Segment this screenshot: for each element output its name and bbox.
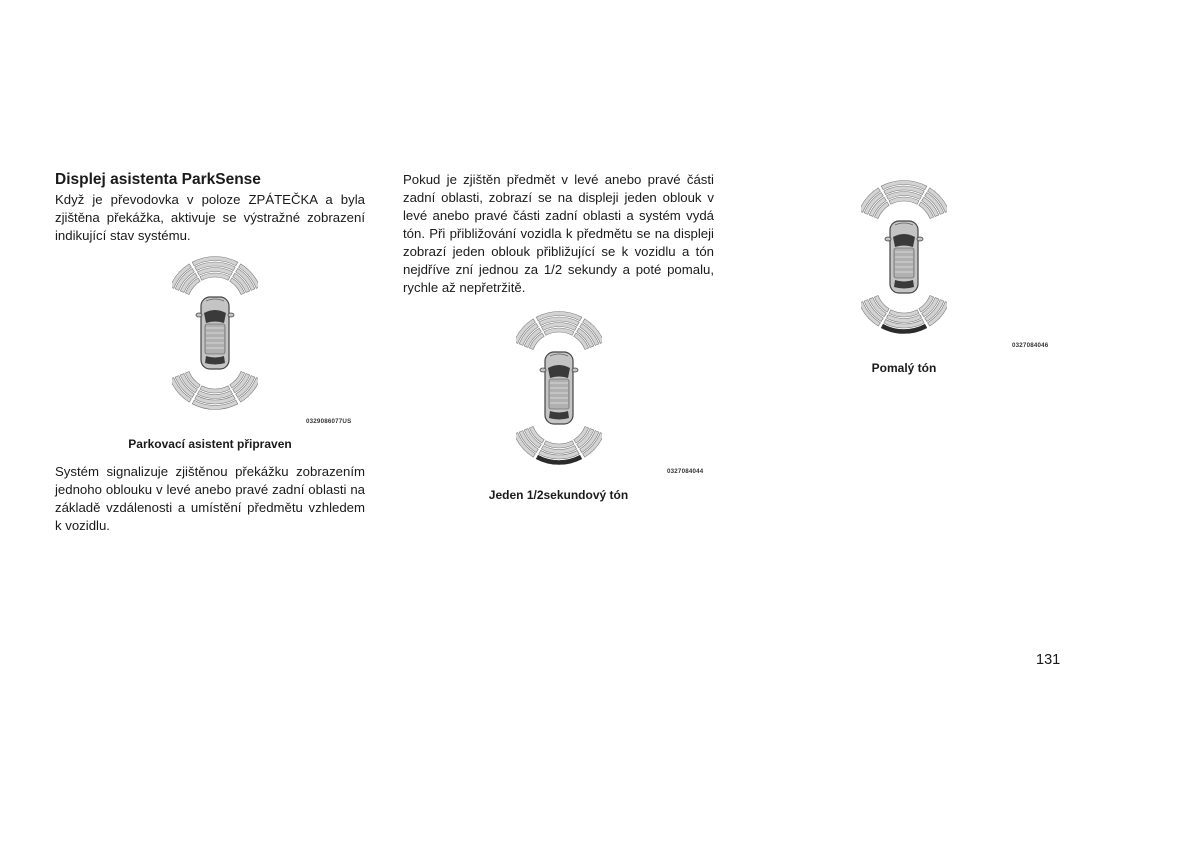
intro-paragraph: Když je převodovka v poloze ZPÁTEČKA a byla zjištěna překážka, aktivuje se výstražné zobrazení indikující stav systému.	[55, 192, 365, 243]
car-windshield	[893, 234, 915, 247]
car-mirror	[196, 313, 202, 317]
column1-paragraph-2: Systém signalizuje zjištěnou překážku zobrazením jednoho oblouku v levé anebo pravé zadní oblasti na základě vzdálenosti a umístění předmětu vzhledem k vozidlu.	[55, 464, 365, 533]
rear-sensor-arc	[889, 310, 919, 317]
parksense-figure-slow-tone	[861, 179, 947, 339]
front-sensor-arc	[200, 273, 230, 280]
car-mirror	[228, 313, 234, 317]
parksense-figure-ready	[172, 255, 258, 415]
car-mirror	[540, 368, 546, 372]
car-windshield	[204, 310, 226, 323]
figure-code: 0329086077US	[306, 418, 352, 425]
parksense-display-image	[516, 310, 602, 470]
front-sensor-arc	[889, 197, 919, 204]
section-heading: Displej asistenta ParkSense	[55, 171, 261, 188]
figure-caption: Jeden 1/2sekundový tón	[488, 488, 629, 502]
parksense-figure-half-second	[516, 310, 602, 470]
car-mirror	[572, 368, 578, 372]
figure-code: 0327084046	[1012, 342, 1049, 349]
column2-paragraph: Pokud je zjištěn předmět v levé anebo pravé části zadní oblasti, zobrazí se na displeji jeden oblouk v levé anebo pravé části zadní oblasti a systém vydá tón. Při přibližování vozidla k předmětu se na displeji zobrazí jeden oblouk přibližující se k vozidlu a tón nejdříve zní jednou za 1/2 sekundy a poté pomalu, rychle až nepřetržitě.	[403, 172, 714, 295]
car-mirror	[917, 237, 923, 241]
rear-sensor-arc	[200, 386, 230, 393]
figure-caption: Pomalý tón	[871, 361, 937, 375]
rear-sensor-arc	[544, 441, 574, 448]
front-sensor-arc	[544, 328, 574, 335]
figure-caption: Parkovací asistent připraven	[128, 437, 292, 451]
car-mirror	[885, 237, 891, 241]
parksense-display-image	[172, 255, 258, 415]
figure-code: 0327084044	[667, 468, 704, 475]
parksense-display-image	[861, 179, 947, 339]
car-windshield	[548, 365, 570, 378]
page-number: 131	[1036, 652, 1061, 668]
